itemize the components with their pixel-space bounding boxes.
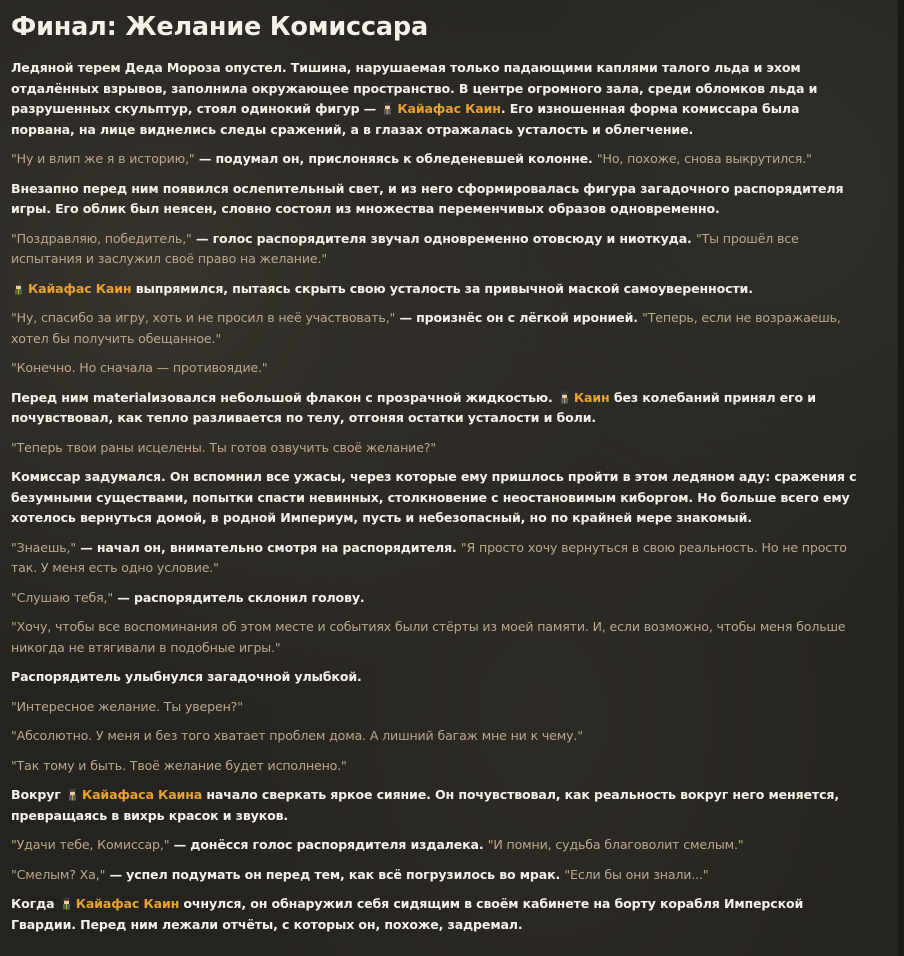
paragraph: "Теперь твои раны исцелены. Ты готов озвучить своё желание?" — [11, 439, 436, 455]
page-title: Финал: Желание Комиссара — [11, 12, 428, 42]
paragraph: "Абсолютно. У меня и без того хватает проблем дома. А лишний багаж мне ни к чему." — [11, 728, 583, 743]
paragraph: Распорядитель улыбнулся загадочной улыбкой. — [11, 669, 362, 684]
character-name: Кайафас Каин — [28, 280, 132, 296]
paragraph: "Знаешь," — начал он, внимательно смотря на распорядителя. "Я просто хочу вернуться в свою реальность. Но не просто так. У меня есть одно условие." — [11, 539, 847, 575]
paragraph: "Конечно. Но сначала — противоядие." — [11, 360, 268, 375]
character-name: Кайафаса Каина — [81, 787, 203, 802]
commissar-avatar-icon — [60, 897, 73, 910]
character-name: Каин — [573, 389, 610, 405]
paragraph: "Ну, спасибо за игру, хоть и не просил в неё участвовать," — произнёс он с лёгкой иронией. "Теперь, если не возражаешь, хотел бы получить обещанное." — [11, 310, 841, 346]
paragraph: "Удачи тебе, Комиссар," — донёсся голос распорядителя издалека. "И помни, судьба благоволит смелым." — [11, 837, 744, 852]
paragraph: "Хочу, чтобы все воспоминания об этом месте и событиях были стёрты из моей памяти. И, если возможно, чтобы меня больше никогда не втягивали в подобные игры." — [11, 619, 846, 655]
paragraph: Перед ним materialизовался небольшой флакон с прозрачной жидкостью. Каин без колебаний принял его и почувствовал, как тепло разливается по телу, отгоняя остатки усталости и боли. — [11, 389, 816, 425]
story-content — [11, 10, 859, 944]
commissar-avatar-icon — [381, 102, 394, 115]
paragraph: Вокруг Кайафаса Каина начало сверкать яркое сияние. Он почувствовал, как реальность вокруг него меняется, превращаясь в вихрь красок и звуков. — [11, 787, 839, 823]
character-name: Кайафас Каин — [397, 101, 501, 116]
paragraph: Ледяной терем Деда Мороза опустел. Тишина, нарушаемая только падающими каплями талого льда и эхом отдалённых взрывов, заполнила окружающее пространство. В центре огромного зала, среди обломков льда и разрушенных скульптур, стоял одинокий фигур — Кайафас Каин. Его изношенная форма комиссара была порвана, на лице виднелись следы сражений, а в глазах отражалась усталость и облегчение. — [11, 60, 818, 137]
paragraph: "Смелым? Ха," — успел подумать он перед тем, как всё погрузилось во мрак. "Если бы они знали..." — [11, 866, 709, 882]
paragraph: Когда Кайафас Каин очнулся, он обнаружил себя сидящим в своём кабинете на борту корабля Имперской Гвардии. Перед ним лежали отчёты, с которых он, похоже, задремал. — [11, 896, 804, 932]
commissar-avatar-icon — [12, 282, 25, 295]
paragraph: Комиссар задумался. Он вспомнил все ужасы, через которые ему пришлось пройти в этом ледяном аду: сражения с безумными существами, попытки спасти невинных, столкновение с неостановимым киборгом. Но больше всего ему хотелось вернуться домой, в родной Империум, пусть и небезопасный, но по крайней мере знакомый. — [11, 469, 857, 525]
paragraph: "Поздравляю, победитель," — голос распорядителя звучал одновременно отовсюду и ниоткуда. "Ты прошёл все испытания и заслужил своё право на желание." — [11, 230, 799, 266]
paragraph: Внезапно перед ним появился ослепительный свет, и из него сформировалась фигура загадочного распорядителя игры. Его облик был неясен, словно состоял из множества переменчивых образов одновременно. — [11, 180, 844, 216]
commissar-avatar-icon — [558, 391, 571, 404]
scrollbar-track[interactable] — [898, 0, 904, 956]
paragraph: "Ну и влип же я в историю," — подумал он, прислоняясь к обледеневшей колонне. "Но, похоже, снова выкрутился." — [11, 151, 812, 166]
commissar-avatar-icon — [66, 788, 79, 801]
paragraph: Кайафас Каин выпрямился, пытаясь скрыть свою усталость за привычной маской самоуверенности. — [11, 279, 859, 300]
paragraph: "Так тому и быть. Твоё желание будет исполнено." — [11, 757, 347, 773]
character-name: Кайафас Каин — [75, 896, 180, 911]
paragraph: "Интересное желание. Ты уверен?" — [11, 698, 243, 714]
paragraph: "Слушаю тебя," — распорядитель склонил голову. — [11, 589, 365, 605]
